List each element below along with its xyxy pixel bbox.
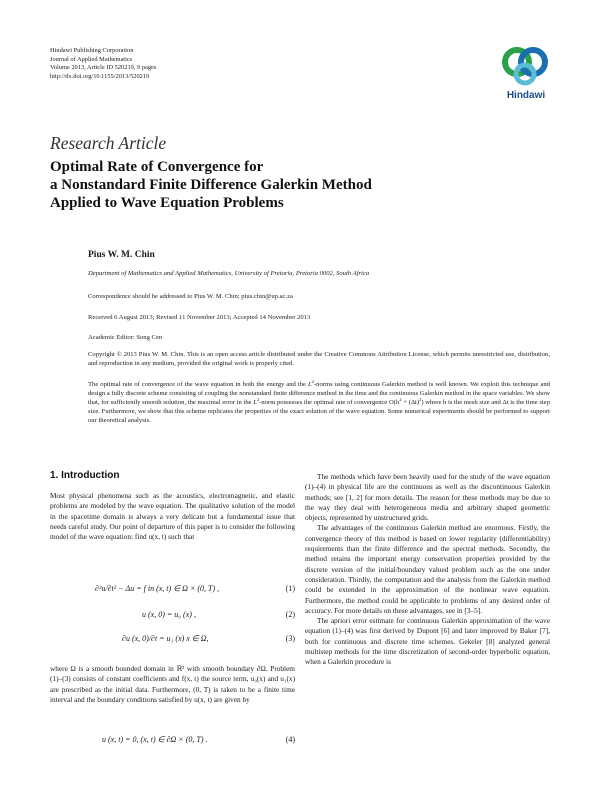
superscript: 2 [256, 397, 260, 402]
logo-text: Hindawi [506, 90, 546, 101]
right-column [305, 472, 550, 668]
abstract-text: -norm possesses the optimal rate of convergence O(h [259, 399, 400, 407]
publisher-name: Hindawi Publishing Corporation [50, 47, 134, 54]
l2-symbol: L [307, 381, 312, 388]
superscript: 2 [399, 397, 402, 402]
equation-number: (3) [285, 634, 295, 643]
body-paragraph: The methods which have been heavily used for the study of the wave equation (1)–(4) in physical life are the continuous as well as the discontinuous Galerkin methods; see [1, 2] for more details. The reason for these methods may be due to the way they deal with heterogeneous media and arbitrary shaped geometric objects, represented by unstructured grids. [305, 472, 550, 523]
title-line: Optimal Rate of Convergence for [50, 159, 264, 175]
title-line: a Nonstandard Finite Difference Galerkin Method [50, 177, 372, 193]
dates: Received 6 August 2013; Revised 11 November 2013; Accepted 14 November 2013 [88, 314, 311, 321]
equation-text: u (x, 0) = u₀ (x) , [142, 610, 196, 619]
affiliation: Department of Mathematics and Applied Mathematics, University of Pretoria, Pretoria 0002, South Africa [88, 270, 370, 277]
abstract-text: + (Δt) [401, 399, 420, 407]
journal-name: Journal of Applied Mathematics [50, 55, 133, 63]
equation-4 [50, 735, 295, 744]
section-heading: 1. Introduction [50, 470, 120, 481]
superscript: 2 [311, 378, 314, 384]
hindawi-logo [497, 44, 555, 104]
equation-number: (2) [285, 610, 295, 619]
equation-number: (4) [285, 735, 295, 744]
equation-3 [50, 634, 295, 643]
body-paragraph: The advantages of the continuous Galerkin method are enormous. Firstly, the convergence theory of this method is based on lower regularity (differentiability) requirements than the finite difference and the spectral methods. Secondly, the method retains the important energy conservation properties provided by the discrete version of the initial/boundary valued problem such as the one under consideration. Thirdly, the computation and the analysis from the Galerkin method could be extended in the approximation of the nonlinear wave equation. Furthermore, the method could be applicable to problems of any desired order of accuracy. For more details on these advantages, see in [3–5]. [305, 523, 550, 615]
equation-1 [50, 584, 295, 593]
hindawi-logo-icon [497, 44, 555, 90]
article-type: Research Article [50, 133, 167, 153]
equation-number: (1) [285, 584, 295, 593]
abstract-text: ) where h is the mesh size and Δt is the time step size. Furthermore, we show that this scheme replicates the properties of the exact solution of the wave equation. Some numerical experiments should be performed to support our theoretical analysis. [88, 399, 550, 425]
academic-editor: Academic Editor: Song Cen [88, 334, 163, 341]
superscript: 2 [419, 397, 422, 402]
equation-text: u (x, t) = 0, (x, t) ∈ ∂Ω × (0, T) . [102, 735, 208, 744]
equation-2 [50, 610, 295, 619]
l2-symbol: L [253, 399, 257, 407]
copyright: Copyright © 2013 Pius W. M. Chin. This is an open access article distributed under the Creative Commons Attribution License, which permits unrestricted use, distribution, and reproduction in any medium, provided the original work is properly cited. [88, 351, 550, 368]
equation-text: ∂u (x, 0)/∂t = u₁ (x) x ∈ Ω, [122, 634, 209, 643]
abstract-text: -norms using continuous Galerkin method is well known. We exploit this technique and design a fully discrete scheme consisting of coupling the nonstandard finite difference method in the time and the continuous Galerkin method in the space variables. We show that, for sufficiently smooth solution, the maximal error in the [88, 381, 550, 407]
correspondence: Correspondence should be addressed to Pius W. M. Chin; pius.chin@up.ac.za [88, 293, 293, 300]
volume-info: Volume 2013, Article ID 520219, 9 pages [50, 64, 157, 72]
journal-header [50, 47, 156, 81]
title-line: Applied to Wave Equation Problems [50, 195, 284, 211]
author-name: Pius W. M. Chin [88, 250, 155, 260]
intro-paragraph-2: where Ω is a smooth bounded domain in ℝ² with smooth boundary ∂Ω. Problem (1)–(3) consists of constant coefficients and f(x, t) the source term, u₀(x) and u₁(x) are prescribed as the initial data. Furthermore, (0, T) is taken to be a finite time interval and the boundary conditions satisfied by u(x, t) are given by [50, 664, 295, 704]
body-paragraph: The apriori error estimate for continuous Galerkin approximation of the wave equation (1)–(4) was first derived by Dupont [6] and later improved by Baker [7], both for continuous and discrete time schemes. Gekeler [8] analyzed general multistep methods for the time discretization of second-order hyperbolic equation, when a Galerkin procedure is [305, 616, 550, 667]
abstract-text: The optimal rate of convergence of the wave equation in both the energy and the [88, 381, 308, 388]
doi-link[interactable]: http://dx.doi.org/10.1155/2013/520219 [50, 72, 150, 80]
equation-text: ∂²u/∂t² − Δu = f in (x, t) ∈ Ω × (0, T) , [95, 584, 220, 593]
abstract [88, 380, 550, 425]
intro-paragraph: Most physical phenomena such as the acoustics, electromagnetic, and elastic problems are modeled by the wave equation. The qualitative solution of the model in the spacetime domain is always a very delicate but a fundamental issue that needs careful study. Our point of departure of this paper is to consider the following model of the wave equation: find u(x, t) such that [50, 491, 295, 542]
article-title [50, 158, 550, 212]
